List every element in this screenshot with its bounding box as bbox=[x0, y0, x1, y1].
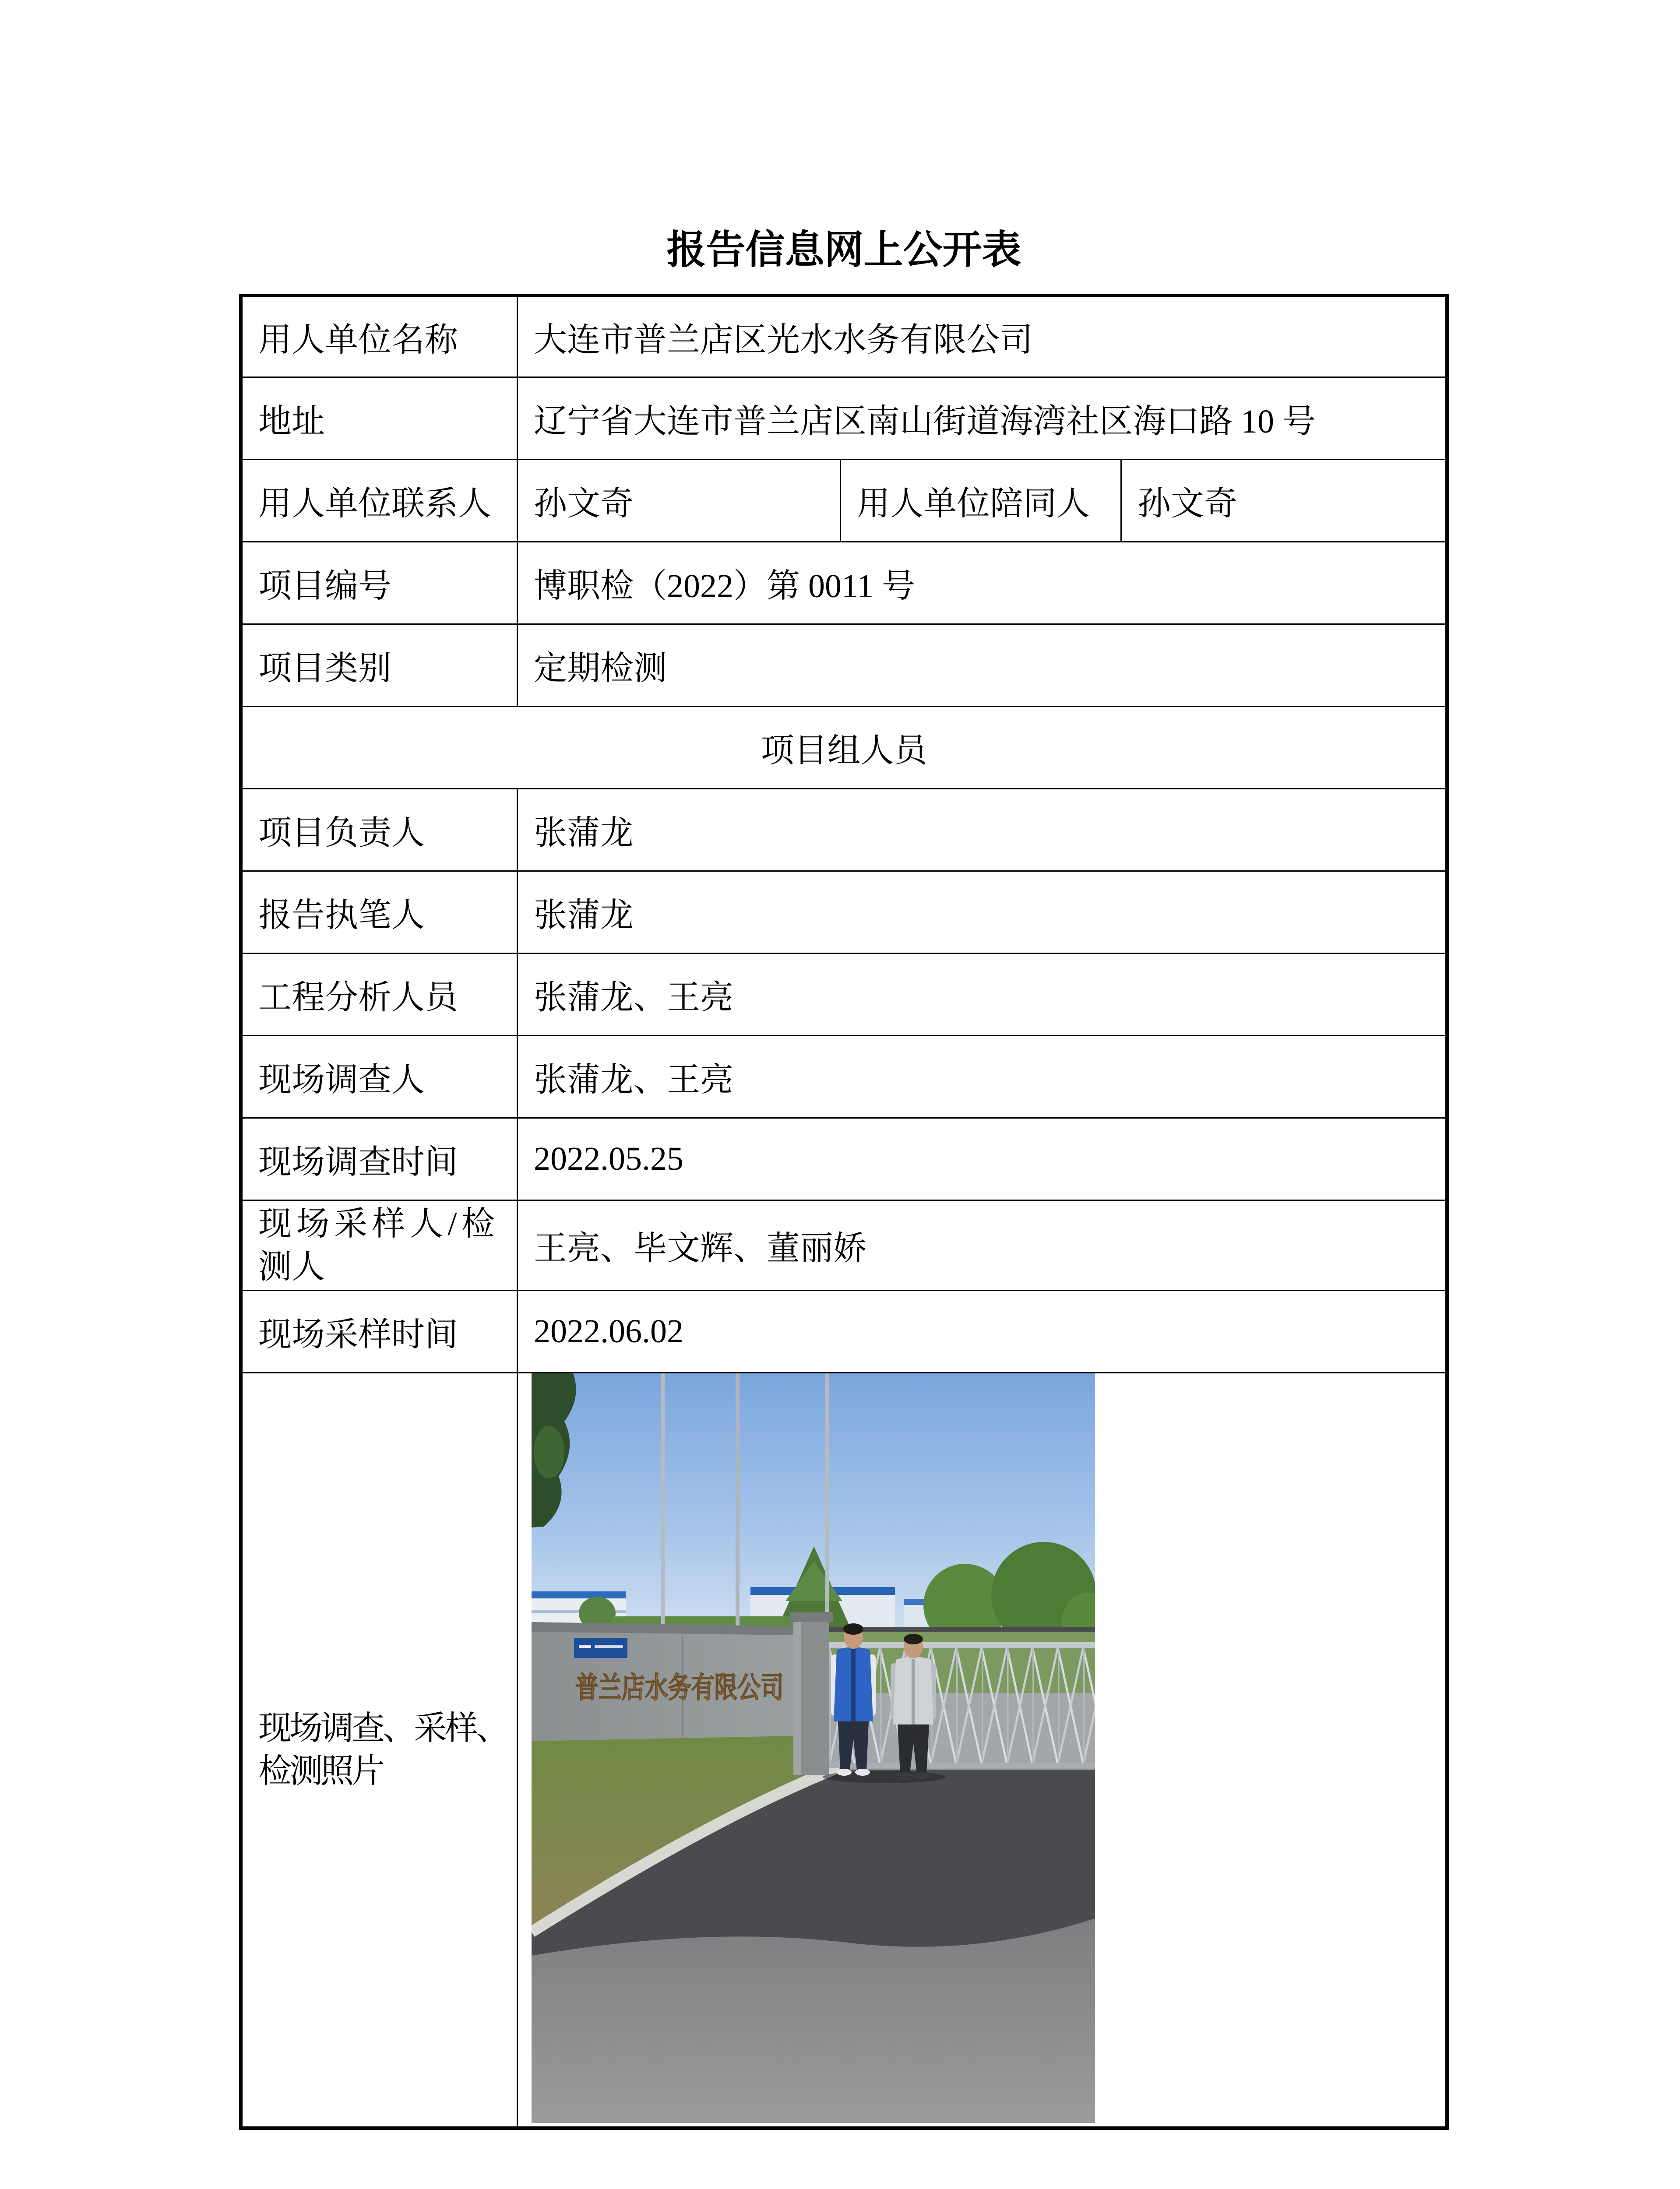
sampling-time-label-cell bbox=[243, 1291, 517, 1372]
employer-name-value-cell bbox=[518, 297, 1445, 377]
sampler-tester-label: 现场采样人/检测人 bbox=[258, 1205, 495, 1285]
team-section-header: 项目组人员 bbox=[761, 732, 927, 769]
sampling-time-label: 现场采样时间 bbox=[258, 1316, 458, 1353]
jacket-zipper bbox=[912, 1659, 915, 1724]
flagpole-3 bbox=[825, 1373, 829, 1612]
project-category-label-cell bbox=[243, 625, 517, 706]
companion-value: 孙文奇 bbox=[1138, 486, 1237, 522]
blue-plaque-mark-2 bbox=[595, 1645, 623, 1648]
pillar-cap bbox=[790, 1612, 833, 1622]
photos-label: 现场调查、采样、检测照片 bbox=[258, 1710, 507, 1790]
sampler-tester-label-cell bbox=[243, 1201, 517, 1290]
flagpole-2 bbox=[736, 1373, 740, 1634]
jacket-zipper bbox=[851, 1649, 856, 1721]
address-value-cell bbox=[518, 378, 1445, 459]
contact-value: 孙文奇 bbox=[534, 486, 634, 522]
site-investigator-value-cell bbox=[518, 1036, 1445, 1117]
sampling-time-value: 2022.06.02 bbox=[534, 1313, 683, 1350]
sampling-time-value-cell bbox=[518, 1291, 1445, 1372]
site-investigation-time-label: 现场调查时间 bbox=[258, 1144, 458, 1181]
report-writer-label: 报告执笔人 bbox=[258, 897, 425, 934]
project-number-value-cell bbox=[518, 542, 1445, 623]
address-label-cell bbox=[243, 378, 517, 459]
left-building-roof-band bbox=[532, 1591, 626, 1598]
right-shoe bbox=[915, 1772, 929, 1779]
engineering-analysts-value-cell bbox=[518, 954, 1445, 1035]
site-investigator-label-cell bbox=[243, 1036, 517, 1117]
blue-plaque-mark-1 bbox=[579, 1645, 591, 1648]
tree-foliage-light bbox=[534, 1426, 564, 1478]
site-investigator-value: 张蒲龙、王亮 bbox=[534, 1062, 733, 1098]
contact-value-cell bbox=[518, 460, 840, 541]
engineering-analysts-label-cell bbox=[243, 954, 517, 1035]
companion-label-cell bbox=[841, 460, 1120, 541]
project-leader-label: 项目负责人 bbox=[258, 815, 425, 852]
project-category-label: 项目类别 bbox=[258, 650, 391, 687]
site-photo bbox=[532, 1373, 1095, 2123]
project-category-value: 定期检测 bbox=[534, 650, 667, 687]
team-section-header-cell bbox=[243, 707, 1445, 788]
project-number-value: 博职检（2022）第 0011 号 bbox=[534, 568, 916, 605]
companion-value-cell bbox=[1122, 460, 1445, 541]
company-sign-wall bbox=[532, 1622, 794, 1741]
project-leader-value: 张蒲龙 bbox=[534, 815, 634, 852]
report-writer-value: 张蒲龙 bbox=[534, 897, 634, 934]
contact-label: 用人单位联系人 bbox=[258, 486, 491, 522]
photos-label-cell bbox=[243, 1373, 517, 2126]
contact-label-cell bbox=[243, 460, 517, 541]
page-title: 报告信息网上公开表 bbox=[666, 226, 1021, 273]
site-investigation-time-value: 2022.05.25 bbox=[534, 1140, 683, 1177]
companion-label: 用人单位陪同人 bbox=[857, 486, 1090, 522]
photos-value-cell bbox=[518, 1373, 1445, 2126]
sampler-tester-value: 王亮、毕文辉、董丽娇 bbox=[534, 1230, 866, 1267]
gate-bottom-rail bbox=[829, 1763, 1095, 1768]
hair bbox=[904, 1634, 923, 1644]
engineering-analysts-value: 张蒲龙、王亮 bbox=[534, 979, 733, 1016]
pillar-highlight bbox=[793, 1619, 801, 1775]
project-number-label-cell bbox=[243, 542, 517, 623]
employer-name-label-cell bbox=[243, 297, 517, 377]
report-writer-value-cell bbox=[518, 872, 1445, 953]
employer-name-label: 用人单位名称 bbox=[258, 322, 458, 359]
report-writer-label-cell bbox=[243, 872, 517, 953]
project-number-label: 项目编号 bbox=[258, 568, 391, 605]
site-investigator-label: 现场调查人 bbox=[258, 1062, 425, 1098]
gravel-road bbox=[532, 1918, 1095, 2123]
right-shoe bbox=[855, 1769, 870, 1776]
gate-top-rail bbox=[829, 1642, 1095, 1648]
left-shoe bbox=[898, 1772, 912, 1779]
project-category-value-cell bbox=[518, 625, 1445, 706]
engineering-analysts-label: 工程分析人员 bbox=[258, 979, 458, 1016]
site-investigation-time-label-cell bbox=[243, 1119, 517, 1200]
site-investigation-time-value-cell bbox=[518, 1119, 1445, 1200]
employer-name-value: 大连市普兰店区光水水务有限公司 bbox=[534, 322, 1033, 359]
sign-lettering: 普兰店水务有限公司 bbox=[575, 1670, 784, 1704]
sampler-tester-value-cell bbox=[518, 1201, 1445, 1290]
gate-pillar bbox=[790, 1612, 833, 1775]
project-leader-value-cell bbox=[518, 789, 1445, 870]
left-shoe bbox=[837, 1769, 852, 1776]
flagpole-1 bbox=[661, 1373, 665, 1627]
address-label: 地址 bbox=[258, 403, 325, 440]
hair bbox=[843, 1623, 863, 1635]
project-leader-label-cell bbox=[243, 789, 517, 870]
info-table bbox=[239, 294, 1449, 2130]
address-value: 辽宁省大连市普兰店区南山街道海湾社区海口路 10 号 bbox=[534, 403, 1316, 440]
